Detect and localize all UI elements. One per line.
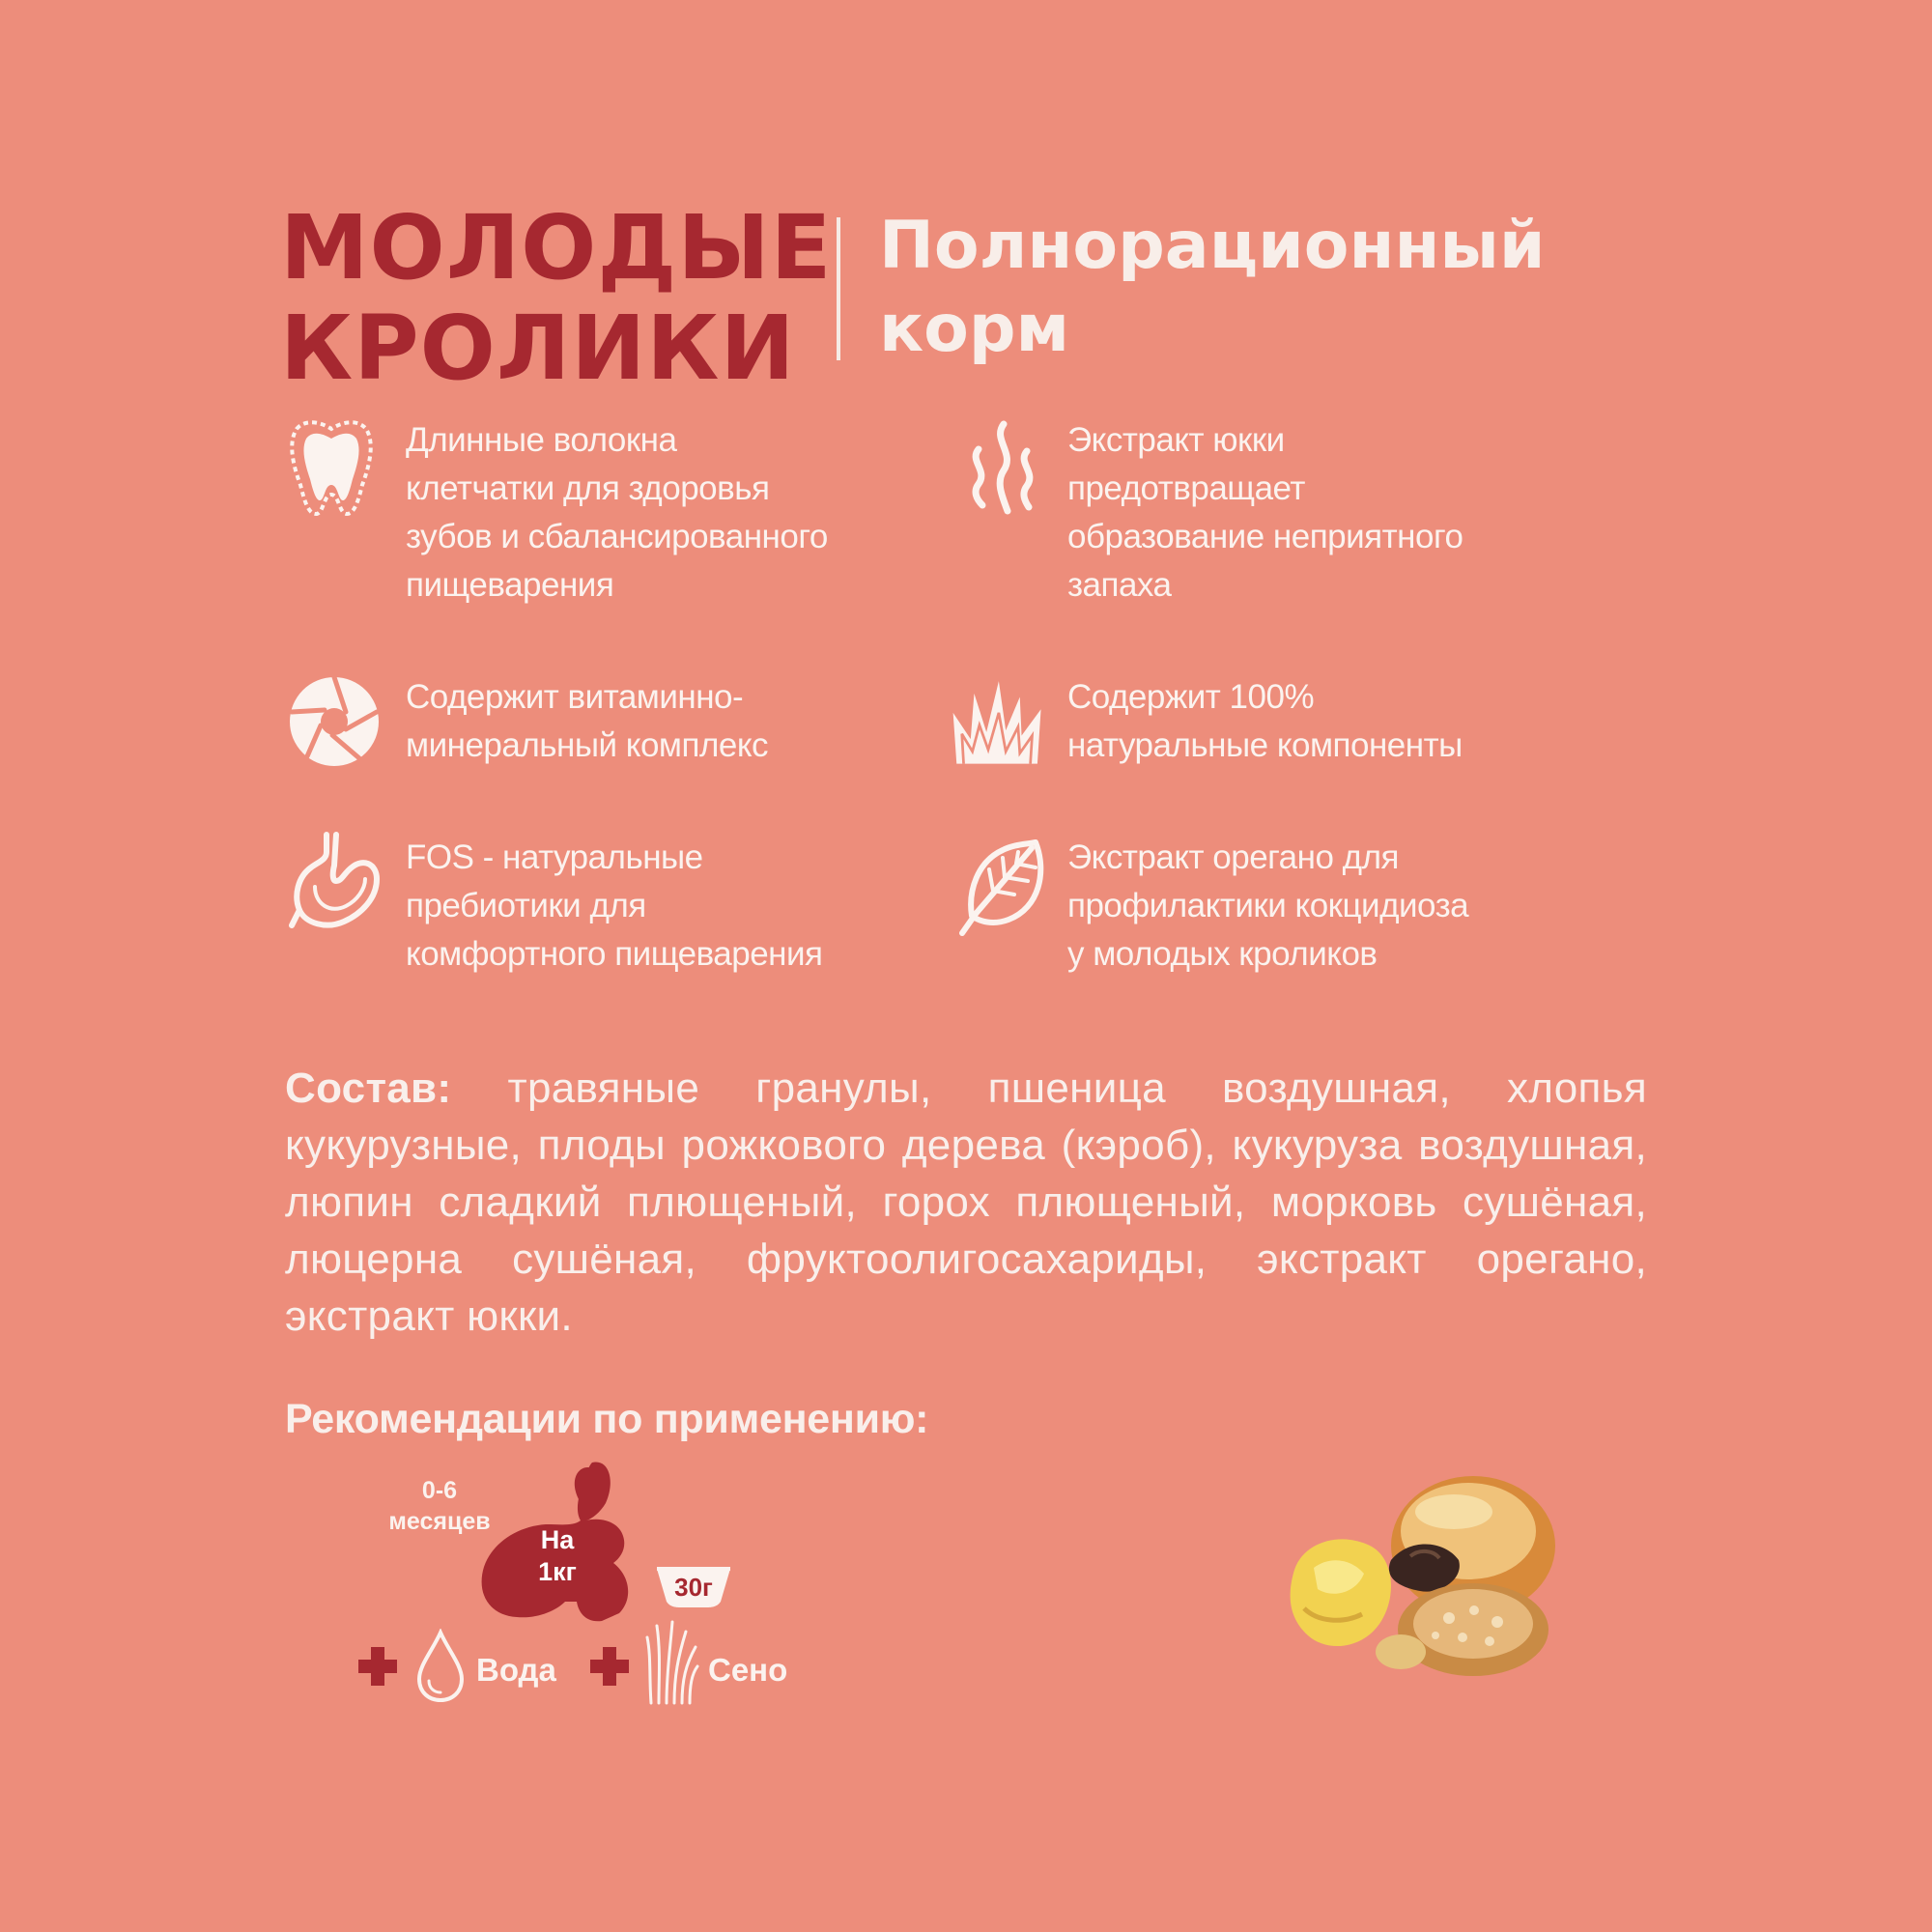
per-kg-label: На 1кг: [538, 1525, 577, 1586]
title-line-2: КРОЛИКИ: [280, 297, 796, 400]
title-divider: [837, 217, 840, 360]
feature-natural: Содержит 100% натуральные компоненты: [1067, 678, 1463, 764]
water-label: Вода: [476, 1652, 556, 1688]
tooth-icon: [283, 413, 380, 520]
title-line-1: МОЛОДЫЕ: [280, 196, 833, 299]
stomach-icon: [288, 829, 384, 935]
vitamin-ball-icon: [286, 668, 383, 775]
feature-yucca: Экстракт юкки предотвращает образование неприятного запаха: [1067, 421, 1463, 604]
feature-fos: FOS - натуральные пребиотики для комфортного пищеварения: [406, 838, 823, 973]
leaf-icon: [954, 833, 1051, 939]
feature-fiber: Длинные волокна клетчатки для здоровья зубов и сбалансированного пищеварения: [406, 421, 828, 604]
hay-label: Сено: [708, 1652, 788, 1688]
subtitle-line-2: корм: [879, 291, 1070, 367]
composition-ingredients: травяные гранулы, пшеница воздушная, хлопья кукурузные, плоды рожкового дерева (кэроб), кукуруза воздушная, люпин сладкий плющеный, горох плющеный, морковь сушёная, люцерна сушёная, фруктоолигосахариды, экстракт орегано, экстракт юкки.: [285, 1065, 1647, 1340]
food-image: [1275, 1454, 1584, 1686]
subtitle-line-1: Полнорационный: [879, 208, 1546, 284]
feature-vitamins: Содержит витаминно- минеральный комплекс: [406, 678, 769, 764]
product-title: [280, 196, 833, 400]
feature-oregano: Экстракт орегано для профилактики кокцидиоза у молодых кроликов: [1067, 838, 1469, 973]
grass-icon: [950, 668, 1046, 775]
composition-label: Состав:: [285, 1065, 452, 1112]
hay-icon: [645, 1618, 699, 1705]
plus-icon: [356, 1645, 399, 1688]
composition-text: [285, 1060, 1647, 1345]
age-range: 0-6 месяцев: [388, 1477, 491, 1535]
water-drop-icon: [415, 1629, 466, 1704]
product-subtitle: [879, 205, 1652, 371]
amount-label: 30г: [674, 1573, 713, 1602]
plus-icon: [588, 1645, 631, 1688]
recommendations-title: Рекомендации по применению:: [285, 1396, 929, 1442]
odor-waves-icon: [952, 411, 1048, 517]
